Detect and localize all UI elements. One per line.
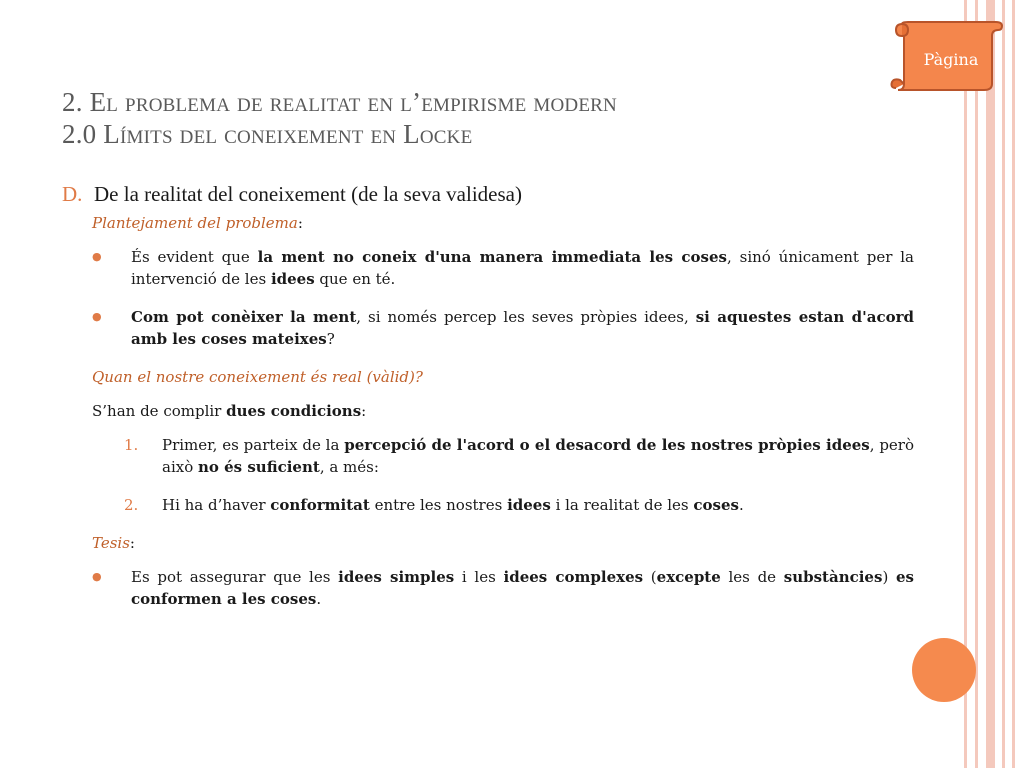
stripe bbox=[986, 0, 995, 768]
numbered-item bbox=[92, 434, 914, 478]
decorative-stripes bbox=[964, 0, 1024, 768]
number-marker: 2. bbox=[124, 496, 139, 514]
bullet-icon: ● bbox=[92, 310, 102, 323]
list-item bbox=[92, 306, 914, 350]
section-marker: D. bbox=[62, 182, 83, 206]
number-marker: 1. bbox=[124, 436, 139, 454]
tesis-label: Tesis: bbox=[92, 534, 135, 552]
bullet-icon: ● bbox=[92, 570, 102, 583]
slide-title-line-1: 2. El problema de realitat en l’empirisme modern bbox=[62, 87, 617, 117]
numbered-item-text: Hi ha d’haver conformitat entre les nostres idees i la realitat de les coses. bbox=[162, 496, 744, 514]
slide-title-line-2: 2.0 Límits del coneixement en Locke bbox=[62, 119, 473, 149]
list-item-text: És evident que la ment no coneix d'una manera immediata les coses, sinó únicament per la intervenció de les idees que en té. bbox=[131, 248, 915, 288]
list-item bbox=[92, 246, 914, 290]
section-heading-text: De la realitat del coneixement (de la seva validesa) bbox=[94, 182, 522, 206]
slide-title bbox=[62, 86, 862, 150]
page-badge bbox=[888, 18, 1008, 96]
numbered-item-text: Primer, es parteix de la percepció de l'acord o el desacord de les nostres pròpies idees, però això no és suficient, a més: bbox=[162, 436, 915, 476]
section-heading bbox=[62, 180, 914, 208]
slide-content bbox=[62, 180, 914, 626]
stripe bbox=[1002, 0, 1005, 768]
decorative-circle-icon bbox=[912, 638, 976, 702]
bullet-icon: ● bbox=[92, 250, 102, 263]
stripe bbox=[1012, 0, 1015, 768]
stripe bbox=[975, 0, 978, 768]
numbered-item bbox=[92, 494, 914, 516]
list-item-text: Es pot assegurar que les idees simples i les idees complexes (excepte les de substàncies) es conformen a les coses. bbox=[131, 568, 914, 608]
conditions-text: S’han de complir dues condicions: bbox=[92, 402, 367, 420]
list-item bbox=[92, 566, 914, 610]
page-badge-label: Pàgina bbox=[923, 49, 979, 69]
question-text: Quan el nostre coneixement és real (vàlid)? bbox=[92, 368, 423, 386]
plantejament-label: Plantejament del problema: bbox=[92, 214, 303, 232]
list-item-text: Com pot conèixer la ment, si només percep les seves pròpies idees, si aquestes estan d'acord amb les coses mateixes? bbox=[131, 308, 915, 348]
